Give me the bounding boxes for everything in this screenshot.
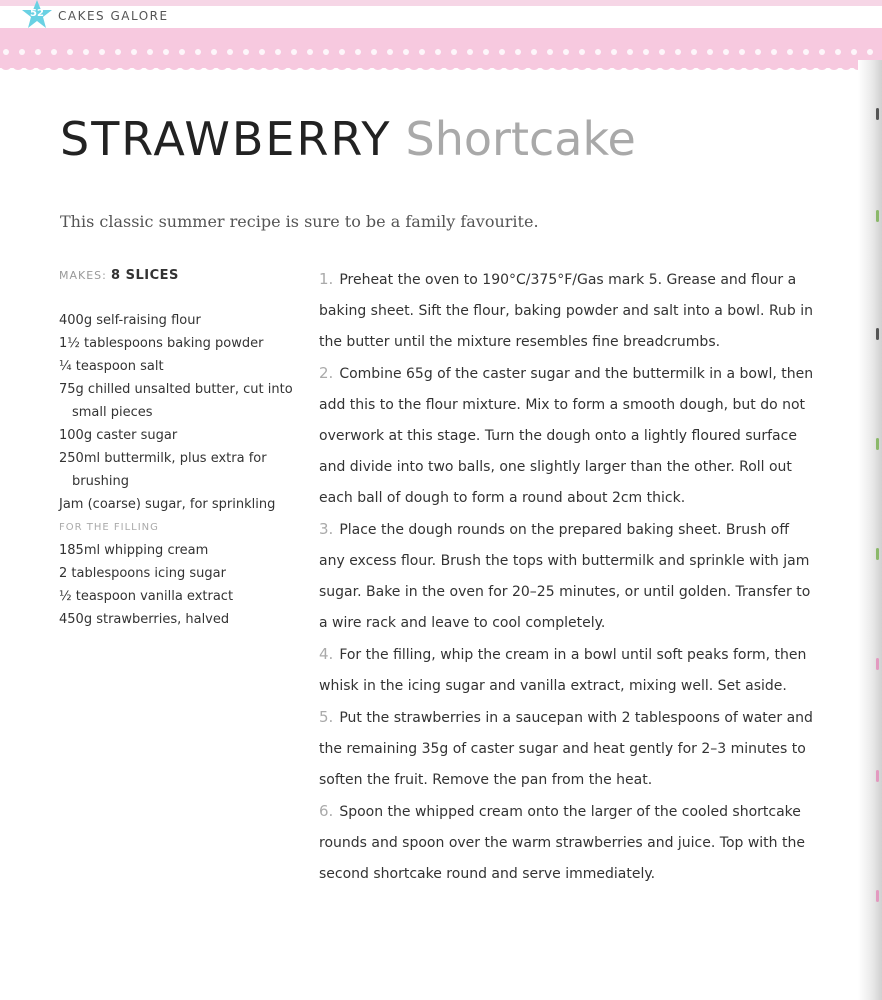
header-scallop — [672, 60, 684, 70]
header-dot — [723, 49, 729, 55]
edge-mark — [876, 658, 879, 670]
header-scallop — [480, 60, 492, 70]
header-dot — [515, 49, 521, 55]
header-scallop — [840, 60, 852, 70]
header-scallop — [144, 60, 156, 70]
header-dot — [819, 49, 825, 55]
header-dot — [755, 49, 761, 55]
ingredients-column — [59, 268, 294, 631]
method-step — [319, 358, 819, 514]
filling-item: 2 tablespoons icing sugar — [59, 566, 226, 581]
header-dot — [531, 49, 537, 55]
header-dot — [19, 49, 25, 55]
step-number: 3. — [319, 520, 334, 538]
header-scallop — [792, 60, 804, 70]
step-number: 5. — [319, 708, 334, 726]
header-scallop — [132, 60, 144, 70]
header-dot — [115, 49, 121, 55]
ingredient-item: 75g chilled unsalted butter, cut into small pieces — [59, 382, 293, 420]
recipe-title-sub: Shortcake — [405, 112, 636, 166]
header-dot — [371, 49, 377, 55]
header-scallop — [60, 60, 72, 70]
header-scallop — [240, 60, 252, 70]
header-scallop — [780, 60, 792, 70]
edge-mark — [876, 438, 879, 450]
method-step — [319, 639, 819, 702]
header-dot — [67, 49, 73, 55]
header-scallop — [192, 60, 204, 70]
step-text: Place the dough rounds on the prepared baking sheet. Brush off any excess flour. Brush the tops with buttermilk and sprinkle with jam sugar. Bake in the oven for 20–25 minutes, or until golden. Transfer to a wire rack and leave to cool completely. — [319, 522, 811, 631]
header-scallop — [804, 60, 816, 70]
header-scallop — [288, 60, 300, 70]
header-scallop — [744, 60, 756, 70]
header-dot — [435, 49, 441, 55]
step-number: 4. — [319, 645, 334, 663]
header-scallop — [444, 60, 456, 70]
header-dot — [451, 49, 457, 55]
header-dot — [243, 49, 249, 55]
header-scallop-edge — [0, 60, 882, 78]
header-dot-pattern — [0, 44, 882, 60]
header-scallop — [252, 60, 264, 70]
header-scallop — [588, 60, 600, 70]
header-dot — [35, 49, 41, 55]
header-scallop — [504, 60, 516, 70]
page-edge-shadow — [858, 60, 882, 1000]
header-scallop — [276, 60, 288, 70]
header-scallop — [732, 60, 744, 70]
header-dot — [195, 49, 201, 55]
header-scallop — [600, 60, 612, 70]
method-step — [319, 702, 819, 796]
header-scallop — [120, 60, 132, 70]
step-number: 1. — [319, 270, 334, 288]
header-dot — [771, 49, 777, 55]
header-scallop — [180, 60, 192, 70]
header-scallop — [492, 60, 504, 70]
header-scallop — [516, 60, 528, 70]
header-scallop — [768, 60, 780, 70]
header-dot — [387, 49, 393, 55]
header-scallop — [432, 60, 444, 70]
header-scallop — [660, 60, 672, 70]
header-scallop — [12, 60, 24, 70]
header-scallop — [348, 60, 360, 70]
header-scallop — [72, 60, 84, 70]
header-scallop — [456, 60, 468, 70]
section-name: CAKES GALORE — [58, 9, 169, 23]
ingredient-item: 250ml buttermilk, plus extra for brushing — [59, 451, 267, 489]
header-scallop — [684, 60, 696, 70]
header-scallop — [36, 60, 48, 70]
ingredient-item: 400g self-raising flour — [59, 313, 201, 328]
header-dot — [483, 49, 489, 55]
header-scallop — [636, 60, 648, 70]
header-scallop — [816, 60, 828, 70]
header-scallop — [228, 60, 240, 70]
header-dot — [867, 49, 873, 55]
header-dot — [595, 49, 601, 55]
header-scallop — [96, 60, 108, 70]
header-dot — [851, 49, 857, 55]
header-dot — [803, 49, 809, 55]
header-dot — [659, 49, 665, 55]
page-number: 52 — [30, 8, 44, 19]
header-scallop — [408, 60, 420, 70]
header-scallop — [696, 60, 708, 70]
header-scallop — [372, 60, 384, 70]
header-dot — [339, 49, 345, 55]
header-dot — [3, 49, 9, 55]
method-step — [319, 264, 819, 358]
header-scallop — [24, 60, 36, 70]
header-scallop — [756, 60, 768, 70]
header-dot — [611, 49, 617, 55]
header-dot — [627, 49, 633, 55]
header-dot — [131, 49, 137, 55]
header-scallop — [468, 60, 480, 70]
filling-item: 185ml whipping cream — [59, 543, 209, 558]
header-dot — [307, 49, 313, 55]
header-dot — [563, 49, 569, 55]
ingredient-item: Jam (coarse) sugar, for sprinkling — [59, 497, 276, 512]
filling-item: 450g strawberries, halved — [59, 612, 230, 627]
header-scallop — [540, 60, 552, 70]
ingredient-item: 1½ tablespoons baking powder — [59, 336, 264, 351]
header-dot — [355, 49, 361, 55]
header-scallop — [204, 60, 216, 70]
header-scallop — [528, 60, 540, 70]
header-dot — [323, 49, 329, 55]
edge-mark — [876, 328, 879, 340]
method-step — [319, 514, 819, 639]
header-scallop — [396, 60, 408, 70]
header-dot — [291, 49, 297, 55]
header-dot — [163, 49, 169, 55]
header-scallop — [324, 60, 336, 70]
header-dot — [579, 49, 585, 55]
header-dot — [675, 49, 681, 55]
method-column — [319, 264, 819, 890]
header-dot — [83, 49, 89, 55]
header-scallop — [264, 60, 276, 70]
header-scallop — [336, 60, 348, 70]
header-dot — [403, 49, 409, 55]
header-scallop — [648, 60, 660, 70]
header-dot — [211, 49, 217, 55]
header-dot — [739, 49, 745, 55]
header-dot — [227, 49, 233, 55]
step-text: For the filling, whip the cream in a bowl until soft peaks form, then whisk in the icing sugar and vanilla extract, mixing well. Set aside. — [319, 647, 807, 694]
step-number: 6. — [319, 802, 334, 820]
method-step — [319, 796, 819, 890]
edge-mark — [876, 210, 879, 222]
header-dot — [499, 49, 505, 55]
header-scallop — [708, 60, 720, 70]
filling-heading: FOR THE FILLING — [59, 522, 159, 533]
header-dot — [467, 49, 473, 55]
header-dot — [787, 49, 793, 55]
header-scallop — [156, 60, 168, 70]
header-dot — [179, 49, 185, 55]
makes-label: MAKES: — [59, 269, 107, 282]
header-scallop — [624, 60, 636, 70]
recipe-intro: This classic summer recipe is sure to be a family favourite. — [60, 212, 539, 231]
header-scallop — [576, 60, 588, 70]
recipe-title-main: STRAWBERRY — [60, 112, 392, 166]
header-dot — [419, 49, 425, 55]
makes-value: 8 SLICES — [111, 268, 179, 283]
header-scallop — [84, 60, 96, 70]
header-dot — [259, 49, 265, 55]
edge-mark — [876, 548, 879, 560]
makes-line — [59, 268, 294, 283]
filling-item: ½ teaspoon vanilla extract — [59, 589, 234, 604]
header-scallop — [564, 60, 576, 70]
step-number: 2. — [319, 364, 334, 382]
header-scallop — [420, 60, 432, 70]
edge-mark — [876, 890, 879, 902]
header-dot — [835, 49, 841, 55]
header-scallop — [108, 60, 120, 70]
header-dot — [99, 49, 105, 55]
step-text: Combine 65g of the caster sugar and the buttermilk in a bowl, then add this to the flour mixture. Mix to form a smooth dough, but do not overwork at this stage. Turn the dough onto a lightly floured surface and divide into two balls, one slightly larger than the other. Roll out each ball of dough to form a round about 2cm thick. — [319, 366, 814, 506]
header-scallop — [612, 60, 624, 70]
step-text: Preheat the oven to 190°C/375°F/Gas mark 5. Grease and flour a baking sheet. Sift the flour, baking powder and salt into a bowl. Rub in the butter until the mixture resembles fine breadcrumbs. — [319, 272, 814, 350]
header-scallop — [720, 60, 732, 70]
header-scallop — [384, 60, 396, 70]
header-scallop — [168, 60, 180, 70]
header-scallop — [360, 60, 372, 70]
header-scallop — [300, 60, 312, 70]
header-scallop — [312, 60, 324, 70]
header-dot — [51, 49, 57, 55]
edge-mark — [876, 108, 879, 120]
recipe-title — [60, 112, 636, 166]
header-scallop — [0, 60, 12, 70]
header-scallop — [828, 60, 840, 70]
ingredient-item: 100g caster sugar — [59, 428, 178, 443]
header-dot — [691, 49, 697, 55]
edge-mark — [876, 770, 879, 782]
ingredient-list — [59, 309, 294, 631]
step-text: Spoon the whipped cream onto the larger of the cooled shortcake rounds and spoon over the warm strawberries and juice. Top with the second shortcake round and serve immediately. — [319, 804, 805, 882]
header-dot — [643, 49, 649, 55]
header-dot — [547, 49, 553, 55]
header-scallop — [552, 60, 564, 70]
header-dot — [707, 49, 713, 55]
header-scallop — [48, 60, 60, 70]
header-scallop — [216, 60, 228, 70]
header-dot — [275, 49, 281, 55]
step-text: Put the strawberries in a saucepan with 2 tablespoons of water and the remaining 35g of caster sugar and heat gently for 2–3 minutes to soften the fruit. Remove the pan from the heat. — [319, 710, 813, 788]
header-dot — [147, 49, 153, 55]
ingredient-item: ¼ teaspoon salt — [59, 359, 164, 374]
